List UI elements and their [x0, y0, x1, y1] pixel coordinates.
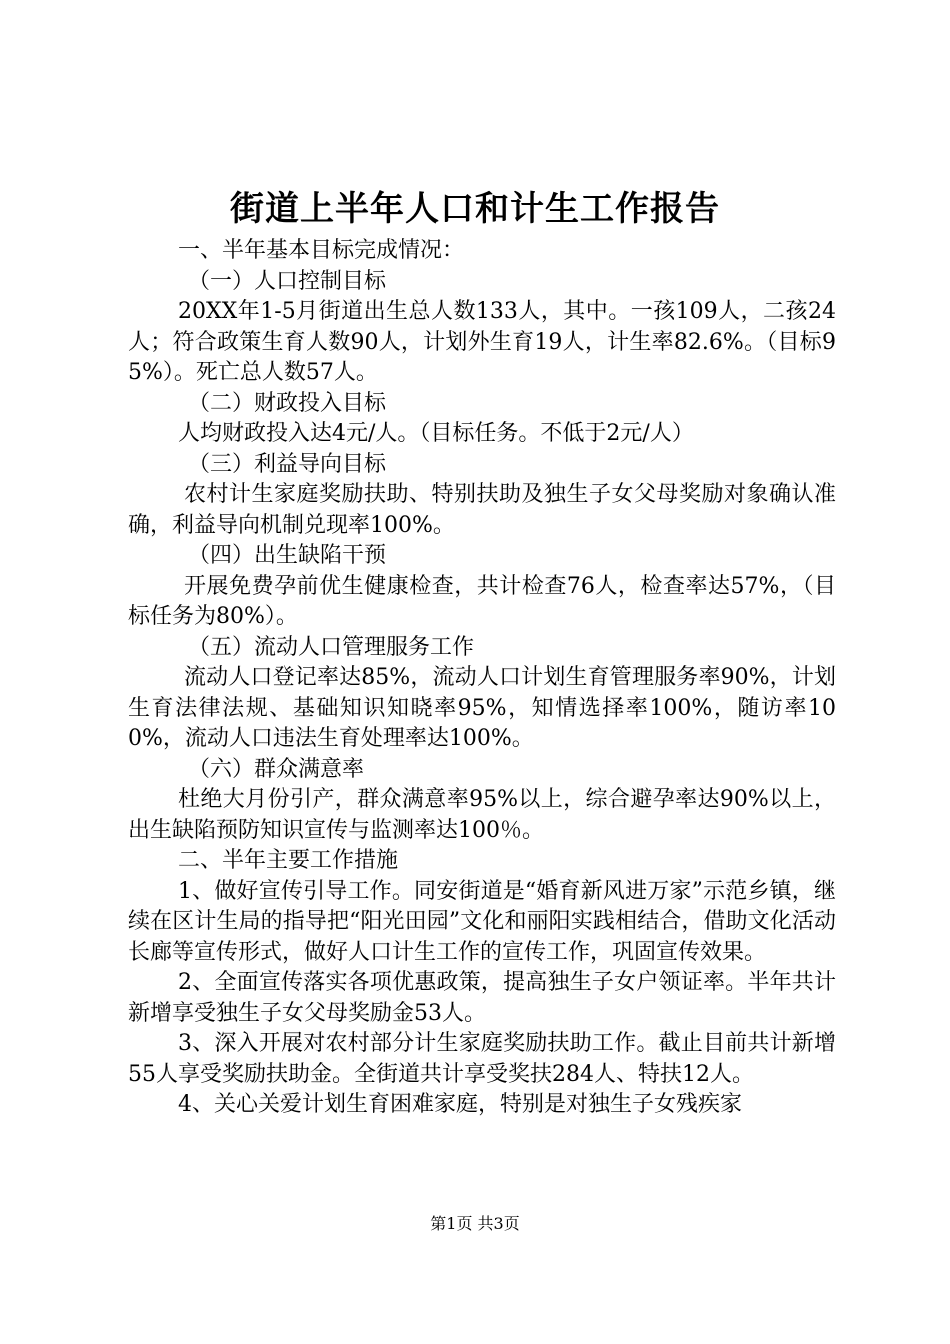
subsection-heading-floating-population: （五）流动人口管理服务工作: [188, 634, 475, 660]
paragraph-birth-defect: 开展免费孕前优生健康检查，共计检查76人，检查率达57%，（目标任务为80%）。: [128, 573, 836, 629]
paragraph-population-control: 20XX年1-5月街道出生总人数133人，其中。一孩109人，二孩24人；符合政策生育人数90人，计划外生育19人，计生率82.6%。（目标95%）。死亡总人数57人。: [128, 299, 836, 385]
subsection-heading-birth-defect: （四）出生缺陷干预: [188, 543, 387, 568]
subsection-heading-interest-guidance: （三）利益导向目标: [188, 451, 387, 477]
subsection-heading-fiscal-investment: （二）财政投入目标: [188, 390, 387, 416]
subsection-heading-population-control: （一）人口控制目标: [188, 268, 387, 294]
subsection-heading-satisfaction: （六）群众满意率: [188, 756, 365, 782]
list-item-measure-1: 1、做好宣传引导工作。同安街道是“婚育新风进万家”示范乡镇，继续在区计生局的指导把“阳光田园”文化和丽阳实践相结合，借助文化活动长廊等宣传形式，做好人口计生工作的宣传工作，巩固宣传效果。: [128, 878, 836, 965]
section-heading-1: 一、半年基本目标完成情况：: [178, 238, 465, 263]
list-item-measure-3: 3、深入开展对农村部分计生家庭奖励扶助工作。截止目前共计新增55人享受奖励扶助金。全街道共计享受奖扶284人、特扶12人。: [128, 1031, 836, 1087]
section-heading-2: 二、半年主要工作措施: [178, 848, 399, 873]
paragraph-floating-population: 流动人口登记率达85%，流动人口计划生育管理服务率90%，计划生育法律法规、基础知识知晓率95%，知情选择率100%，随访率100%，流动人口违法生育处理率达100%。: [128, 665, 836, 751]
page-number-footer: 第1页 共3页: [430, 1214, 520, 1233]
paragraph-satisfaction: 杜绝大月份引产，群众满意率95%以上，综合避孕率达90%以上，出生缺陷预防知识宣传与监测率达100％。: [128, 787, 836, 843]
document-body: [128, 236, 836, 1121]
document-title: 街道上半年人口和计生工作报告: [230, 189, 720, 229]
paragraph-fiscal-investment: 人均财政投入达4元/人。（目标任务。不低于2元/人）: [178, 421, 694, 446]
paragraph-interest-guidance: 农村计生家庭奖励扶助、特别扶助及独生子女父母奖励对象确认准确，利益导向机制兑现率100%。: [128, 482, 836, 538]
list-item-measure-4: 4、关心关爱计划生育困难家庭，特别是对独生子女残疾家: [178, 1092, 742, 1117]
list-item-measure-2: 2、全面宣传落实各项优惠政策，提高独生子女户领证率。半年共计新增享受独生子女父母奖励金53人。: [128, 970, 836, 1026]
